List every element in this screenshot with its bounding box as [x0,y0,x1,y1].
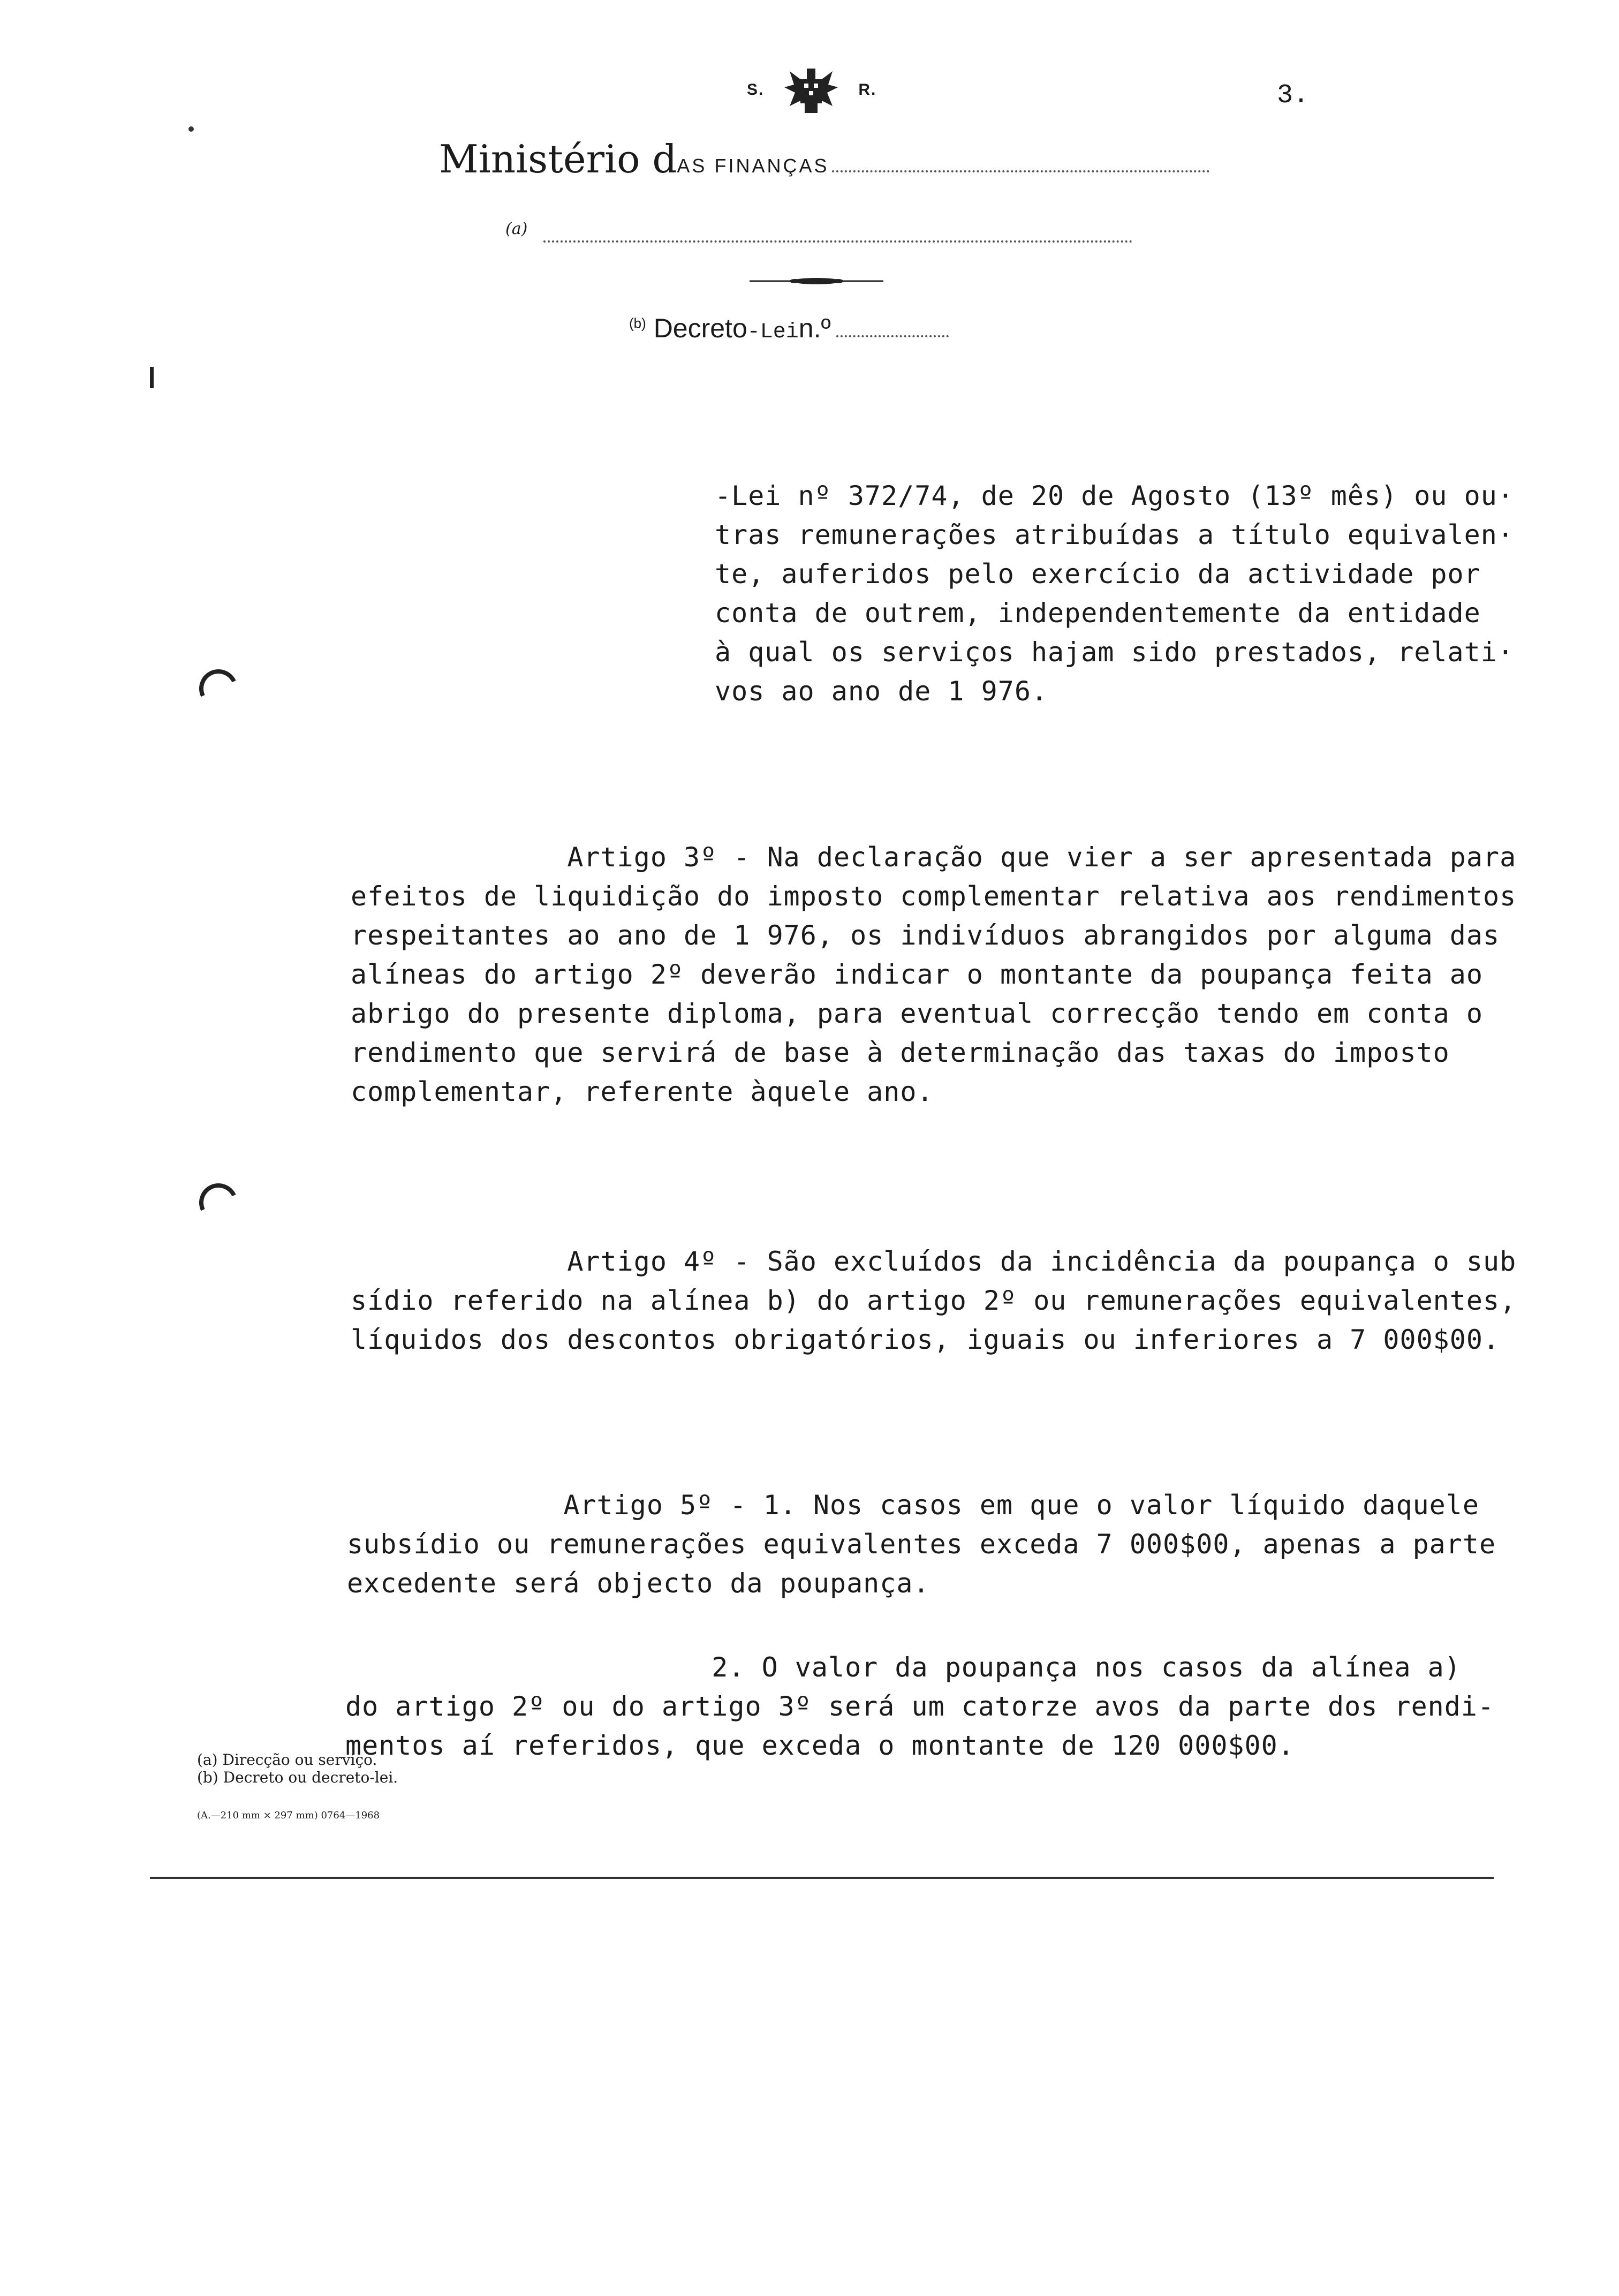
ministry-label: Ministério d [439,137,677,182]
dotted-line [832,170,1209,172]
footnote-a: (a) Direcção ou serviço. [197,1751,377,1769]
footnote-b: (b) Decreto ou decreto-lei. [197,1769,398,1786]
margin-tick [150,367,154,388]
scan-dot [188,126,194,132]
seal-left-letter: S. [747,81,765,99]
decree-typed-text: -Lei [747,320,799,344]
dotted-line [836,335,949,337]
paragraph-artigo-5-2: 2. O valor da poupança nos casos da alínea a) do artigo 2º ou do artigo 3º será um catorze avos da parte dos rendi- mentos aí referidos, que exceda o montante de 120 000$00. [345,1652,1495,1761]
page-number: 3. [1277,80,1310,111]
seal-header [747,63,876,117]
paragraph-continuation: -Lei nº 372/74, de 20 de Agosto (13º mês) ou ou· tras remunerações atribuídas a título equivalen· te, auferidos pelo exercício da actividade por conta de outrem, independentemente da entidade à qual os serviços hajam sido prestados, relati· vos ao ano de 1 976. [715,480,1514,707]
paragraph-artigo-5-1: Artigo 5º - 1. Nos casos em que o valor líquido daquele subsídio ou remunerações equivalentes exceda 7 000$00, apenas a parte excedente será objecto da poupança. [347,1490,1496,1599]
page-bottom-rule [150,1877,1494,1879]
decree-number-label: n.º [798,313,831,343]
decree-prefix: (b) [629,315,646,331]
coat-of-arms-icon [779,63,843,117]
decorative-rule-icon [750,276,883,289]
paragraph-artigo-4: Artigo 4º - São excluídos da incidência da poupança o sub sídio referido na alínea b) do artigo 2º ou remunerações equivalentes, líquidos dos descontos obrigatórios, iguais ou inferiores a 7 000$00. [351,1246,1517,1355]
footnotes [197,1751,398,1786]
paragraph-artigo-3: Artigo 3º - Na declaração que vier a ser apresentada para efeitos de liquidição do imposto complementar relativa aos rendimentos respeitantes ao ano de 1 976, os indivíduos abrangidos por alguma das alíneas do artigo 2º deverão indicar o montante da poupança feita ao abrigo do presente diploma, para eventual correcção tendo em conta o rendimento que servirá de base à determinação das taxas do imposto complementar, referente àquele ano. [351,842,1517,1107]
field-a-dotted-line [543,240,1132,243]
punch-hole-mark [194,664,243,713]
ministry-department: AS FINANÇAS [677,155,829,177]
seal-right-letter: R. [858,81,877,99]
punch-hole-mark [194,1178,243,1227]
ministry-heading [439,137,1209,182]
form-code: (A.—210 mm × 297 mm) 0764—1968 [197,1810,380,1821]
field-a-label: (a) [505,220,528,238]
decree-line [629,313,949,344]
decree-label: Decreto [653,313,747,343]
